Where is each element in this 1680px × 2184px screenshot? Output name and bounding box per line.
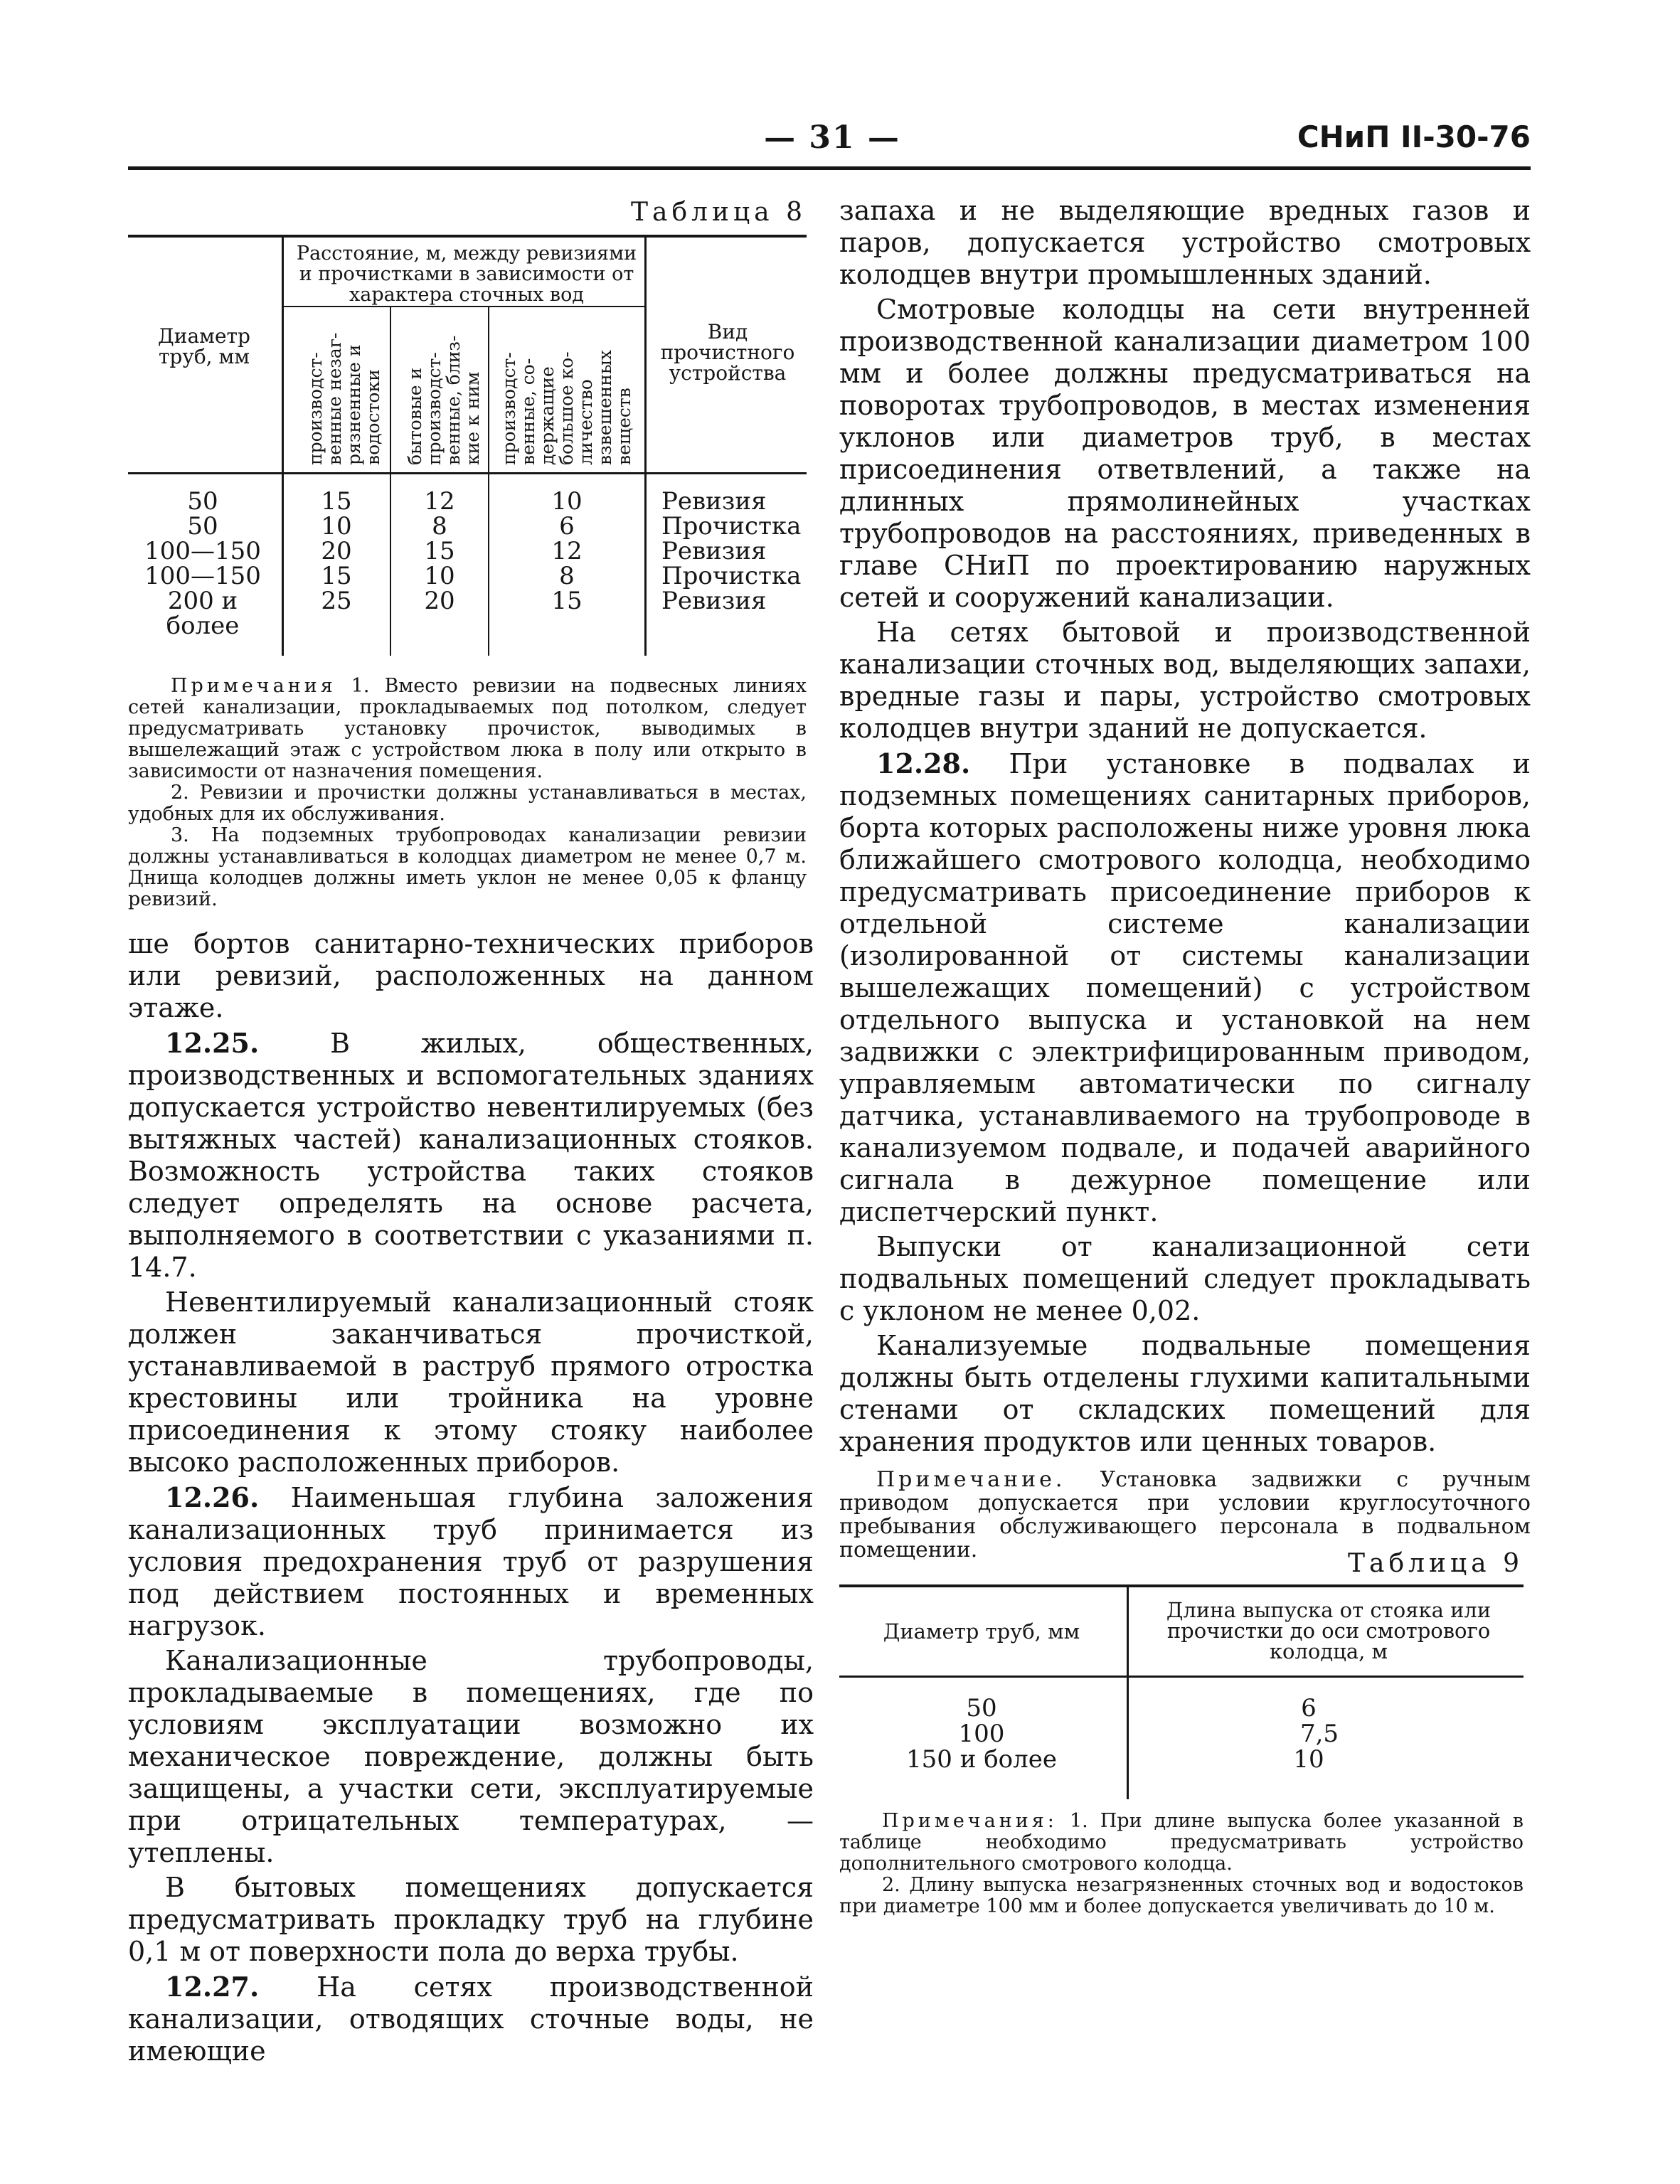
table8-cell-diameter: 50 [187, 487, 218, 516]
paragraph: ше бортов санитарно-технических приборов или ревизий, расположенных на данном этаже. [128, 928, 814, 1023]
table8-cell: 25 [321, 587, 352, 615]
table8-cell-diameter: 100—150 [144, 562, 261, 590]
table8-cell-type: Прочистка [661, 512, 802, 540]
table8-cell: 10 [321, 512, 352, 540]
paragraph: В жилых, общественных, производственных и вспомогательных зданиях допускается устройство невентилируемых (без вытяжных частей) канализационных стояков. Возможность устройства таких стояков следует определять на основе расчета, выполняемого в соответствии с указаниями п. 14.7. [128, 1028, 814, 1283]
table8-cell-type: Ревизия [661, 587, 767, 615]
paragraph: Наименьшая глубина заложения канализационных труб принимается из условия предохранения труб от разрушения под действием постоянных и временных нагрузок. [128, 1482, 814, 1641]
table9-cell-length: 6 [1301, 1694, 1317, 1722]
table8-note-3: 3. На подземных трубопроводах канализации ревизии должны устанавливаться в колодцах диаметром не менее 0,7 м. Днища колодцев должны иметь уклон не менее 0,05 к фланцу ревизий. [128, 824, 807, 910]
section-number: 12.26. [165, 1481, 260, 1513]
table9-notes-label: Примечания: [882, 1810, 1058, 1832]
note-text: Установка задвижки с ручным приводом допускается при условии круглосуточного пребывания обслуживающего персонала в подвальном помещении. [839, 1467, 1531, 1562]
table8-cell-type: Прочистка [661, 562, 802, 590]
table8-header-type: Вид прочистного устройства [660, 320, 795, 385]
table8-vline [282, 236, 284, 656]
table8-title: Таблица 8 [631, 198, 807, 227]
table9-vline [1127, 1586, 1129, 1799]
page-number: — 31 — [764, 119, 900, 156]
table8-cell: 15 [321, 562, 352, 590]
table8-cell-diameter: 100—150 [144, 537, 261, 565]
table8-subheader-suspended: производст- венные, со- держащие большое ко- личество взвешенных веществ [499, 350, 634, 465]
table9-notes [839, 1811, 1524, 1917]
section-number: 12.25. [165, 1027, 260, 1059]
table8-header-diameter: Диаметр труб, мм [158, 324, 250, 368]
table9-note-1: 1. При длине выпуска более указанной в таблице необходимо предусматривать устройство дополнительного смотрового колодца. [839, 1810, 1524, 1875]
table9-header-diameter: Диаметр труб, мм [883, 1619, 1080, 1644]
note-label: Примечание. [876, 1467, 1066, 1492]
table8-note-2: 2. Ревизии и прочистки должны устанавливаться в местах, удобных для их обслуживания. [128, 782, 807, 825]
left-column [128, 928, 814, 2070]
table8-cell: 12 [551, 537, 583, 565]
table9-cell-diameter: 150 и более [906, 1745, 1057, 1774]
paragraph: На сетях бытовой и производственной канализации сточных вод, выделяющих запахи, вредные газы и пары, устройство смотровых колодцев внутри зданий не допускается. [839, 617, 1531, 744]
right-column [839, 195, 1531, 1562]
table8-vline [644, 236, 647, 656]
paragraph: Невентилируемый канализационный стояк должен заканчиваться прочисткой, устанавливаемой в раструб прямого отростка крестовины или тройника на уровне присоединения к этому стояку наиболее высоко расположенных приборов. [128, 1287, 814, 1478]
section-number: 12.27. [165, 1971, 260, 2003]
table8-top-rule [128, 235, 807, 238]
paragraph: В бытовых помещениях допускается предусматривать прокладку труб на глубине 0,1 м от поверхности пола до верха трубы. [128, 1872, 814, 1967]
table8-header-distance: Расстояние, м, между ревизиями и прочистками в зависимости от характера сточных вод [296, 243, 637, 306]
table8-cell: 8 [432, 512, 447, 540]
table9-header-rule [839, 1676, 1524, 1678]
table8-group-rule [282, 306, 646, 307]
table9-cell-diameter: 50 [966, 1694, 997, 1722]
table8-notes-label: Примечания [171, 675, 336, 697]
paragraph: Канализационные трубопроводы, прокладываемые в помещениях, где по условиям эксплуатации возможно их механическое повреждение, должны быть защищены, а участки сети, эксплуатируемые при отрицательных температурах, — утеплены. [128, 1645, 814, 1868]
table8-subheader-clean: производст- венные незаг- рязненные и водостоки [305, 332, 383, 465]
table9-cell-diameter: 100 [958, 1720, 1005, 1748]
paragraph: Смотровые колодцы на сети внутренней производственной канализации диаметром 100 мм и более должны предусматриваться на поворотах трубопроводов, в местах изменения уклонов или диаметров труб, в местах присоединения ответвлений, а также на длинных прямолинейных участках трубопроводов на расстояниях, приведенных в главе СНиП по проектированию наружных сетей и сооружений канализации. [839, 294, 1531, 613]
paragraph: При установке в подвалах и подземных помещениях санитарных приборов, борта которых расположены ниже уровня люка ближайшего смотрового колодца, необходимо предусматривать присоединение приборов к отдельной системе канализации (изолированной от системы канализации вышележащих помещений) с устройством отдельного выпуска и установкой на нем задвижки с электрифицированным приводом, управляемым автоматически по сигналу датчика, устанавливаемого на трубопроводе в канализуемом подвале, и подачей аварийного сигнала в дежурное помещение или диспетчерский пункт. [839, 748, 1531, 1227]
table8-cell: 8 [559, 562, 575, 590]
table8-notes [128, 676, 807, 910]
section-number: 12.28. [876, 747, 971, 779]
table9-title: Таблица 9 [1348, 1549, 1524, 1578]
table8-cell: 15 [551, 587, 583, 615]
table8-cell: 12 [424, 487, 455, 516]
header-rule [128, 166, 1531, 170]
table8-cell: 15 [321, 487, 352, 516]
table8-cell: 20 [321, 537, 352, 565]
table9-cell-length: 10 [1293, 1745, 1324, 1774]
document-code: СНиП II-30-76 [1297, 119, 1531, 154]
table8-cell-diameter: 50 [187, 512, 218, 540]
table9-note-2: 2. Длину выпуска незагрязненных сточных вод и водостоков при диаметре 100 мм и более допускается увеличивать до 10 м. [839, 1874, 1524, 1917]
table8-cell: 10 [551, 487, 583, 516]
table8-header-rule [128, 472, 807, 474]
table8-cell: 20 [424, 587, 455, 615]
paragraph: запаха и не выделяющие вредных газов и паров, допускается устройство смотровых колодцев внутри промышленных зданий. [839, 195, 1531, 290]
paragraph: Выпуски от канализационной сети подвальных помещений следует прокладывать с уклоном не менее 0,02. [839, 1231, 1531, 1326]
table8-cell: 10 [424, 562, 455, 590]
table8-cell: 6 [559, 512, 575, 540]
table9-cell-length: 7,5 [1299, 1720, 1339, 1748]
table8-cell-diameter: 200 и более [166, 587, 240, 640]
table8-subheader-domestic: бытовые и производст- венные, близ- кие к ним [405, 335, 483, 465]
paragraph: На сетях производственной канализации, отводящих сточные воды, не имеющие [128, 1971, 814, 2067]
table8-cell-type: Ревизия [661, 537, 767, 565]
table9-header-length: Длина выпуска от стояка или прочистки до оси смотрового колодца, м [1166, 1598, 1492, 1663]
table8-cell: 15 [424, 537, 455, 565]
table8-cell-type: Ревизия [661, 487, 767, 516]
paragraph: Канализуемые подвальные помещения должны быть отделены глухими капитальными стенами от складских помещений для хранения продуктов или ценных товаров. [839, 1330, 1531, 1457]
table8-note-1: 1. Вместо ревизии на подвесных линиях сетей канализации, прокладываемых под потолком, следует предусматривать установку прочисток, выводимых в вышележащий этаж с устройством люка в полу или открыто в зависимости от назначения помещения. [128, 675, 807, 782]
table9-top-rule [839, 1584, 1524, 1587]
